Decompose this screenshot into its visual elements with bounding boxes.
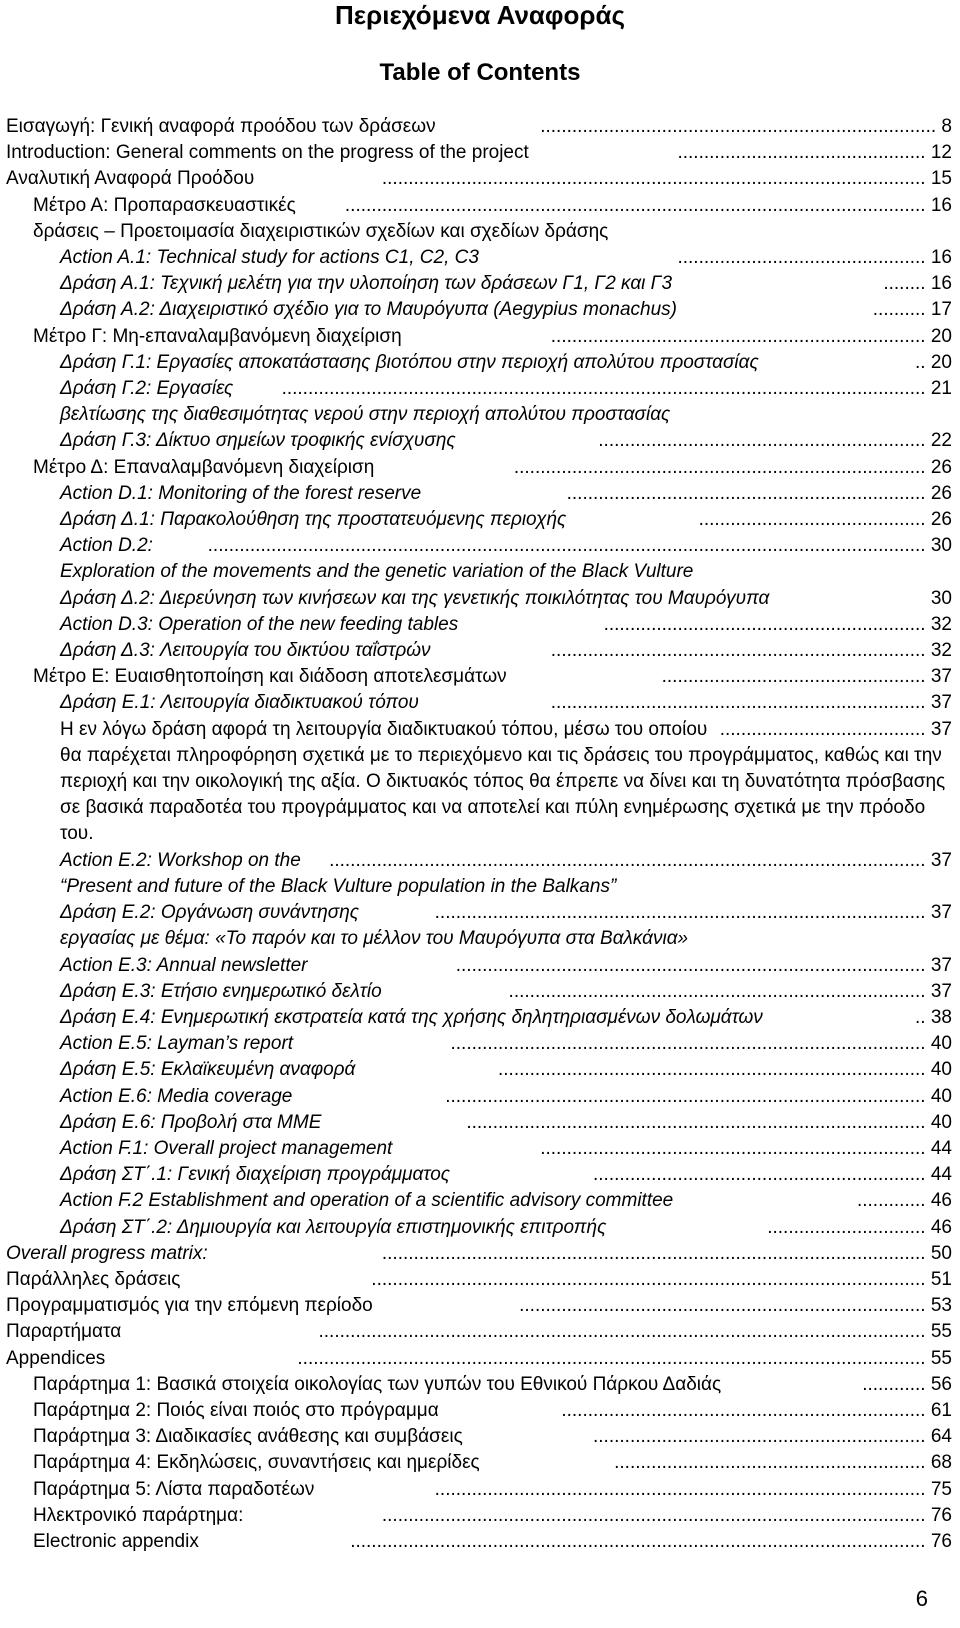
table-of-contents: [0, 114, 960, 1555]
toc-entry-tail: [293, 1346, 952, 1372]
toc-entry-page: 37: [930, 666, 952, 688]
toc-entry-title: Προγραμματισμός για την επόμενη περίοδο: [6, 1295, 373, 1317]
toc-entry-page: 44: [930, 1164, 952, 1186]
page-number: 6: [915, 1586, 928, 1611]
toc-entry[interactable]: [0, 1188, 960, 1214]
toc-entry-title: Μέτρο Α: Προπαρασκευαστικές δράσεις – Προετοιμασία διαχειριστικών σχεδίων και σχεδίων δράσης: [33, 194, 609, 242]
toc-entry-title: Δράση Δ.1: Παρακολούθηση της προστατευόμενης περιοχής: [60, 509, 567, 531]
toc-entry-leader-dots: ..............................................................: [598, 430, 926, 452]
toc-entry-leader-dots: ...............................................: [677, 142, 926, 164]
toc-entry-title: Action D.3: Operation of the new feeding tables: [60, 613, 459, 635]
toc-entry[interactable]: [0, 690, 960, 716]
toc-entry[interactable]: [0, 900, 960, 952]
toc-entry-title: Δράση Ε.2: Οργάνωση συνάντησης εργασίας με θέμα: «Το παρόν και το μέλλον του Μαυρόγυπα στα Βαλκάνια»: [60, 902, 689, 950]
toc-entry-tail: [446, 1031, 952, 1057]
toc-entry-leader-dots: ...........................................: [698, 509, 926, 531]
toc-entry-page: 61: [930, 1399, 952, 1421]
toc-entry-title: Αναλυτική Αναφορά Προόδου: [6, 168, 255, 190]
toc-entry-leader-dots: .............................................................................................................: [350, 1530, 926, 1552]
toc-entry[interactable]: [0, 297, 960, 323]
toc-entry-tail: [869, 297, 952, 323]
toc-entry[interactable]: [0, 1136, 960, 1162]
toc-entry-leader-dots: .................................................................................................................: [329, 849, 926, 871]
toc-entry-page: 30: [930, 587, 952, 609]
toc-entry-leader-dots: .............................................................................................: [434, 1478, 926, 1500]
toc-entry-title: Δράση Δ.2: Διερεύνηση των κινήσεων και της γενετικής ποικιλότητας του Μαυρόγυπα: [60, 587, 770, 609]
toc-entry-tail: [547, 638, 952, 664]
toc-entry-tail: [858, 1372, 952, 1398]
toc-entry-title: Παράρτημα 4: Εκδηλώσεις, συναντήσεις και ημερίδες: [33, 1452, 480, 1474]
toc-entry-tail: [462, 1110, 952, 1136]
toc-entry-leader-dots: .......................................................................................: [466, 1111, 926, 1133]
toc-entry-page: 8: [941, 116, 952, 137]
toc-entry[interactable]: [0, 848, 960, 900]
toc-entry-page: 32: [930, 613, 952, 635]
toc-entry-page: 26: [930, 509, 952, 531]
toc-entry[interactable]: [0, 1503, 960, 1529]
toc-title-english: Table of Contents: [379, 59, 581, 86]
toc-entry-leader-dots: ...........................................................................................: [445, 1085, 926, 1107]
toc-entry-tail: [589, 1162, 952, 1188]
toc-entry-page: 40: [930, 1033, 952, 1055]
toc-entry-tail: [431, 900, 952, 926]
toc-entry-page: 22: [930, 430, 952, 452]
toc-entry-page: 51: [930, 1268, 952, 1290]
toc-entry-page: 53: [930, 1295, 952, 1317]
toc-entry-page: 16: [930, 247, 952, 269]
toc-entry[interactable]: [0, 1424, 960, 1450]
toc-entry-leader-dots: .............................................................................................: [434, 902, 926, 924]
toc-entry-page: 16: [930, 273, 952, 295]
toc-entry[interactable]: [0, 455, 960, 481]
toc-entry-page: 37: [930, 954, 952, 976]
toc-entry-title: Action E.3: Annual newsletter: [60, 954, 308, 976]
toc-entry-tail: [494, 1057, 952, 1083]
toc-entry-leader-dots: ..........: [872, 299, 926, 321]
toc-entry-title: Παράλληλες δράσεις: [6, 1268, 181, 1290]
toc-entry-leader-dots: ..: [915, 351, 926, 373]
toc-entry-tail: [673, 245, 952, 271]
toc-entry[interactable]: [0, 481, 960, 507]
toc-entry-tail: [600, 612, 952, 638]
toc-entry-leader-dots: .......................................................................: [550, 325, 926, 347]
toc-entry-page: 16: [930, 194, 952, 216]
toc-entry-leader-dots: .........................................................................................: [455, 954, 926, 976]
toc-entry[interactable]: [0, 245, 960, 271]
toc-entry-page: 15: [930, 168, 952, 190]
toc-entry-page: 75: [930, 1478, 952, 1500]
toc-entry-leader-dots: ..........................................................................................: [450, 1033, 926, 1055]
toc-entry-leader-dots: .......................................................................................................: [381, 168, 926, 190]
toc-entry[interactable]: [0, 376, 960, 428]
toc-entry-tail: [315, 1319, 953, 1345]
toc-entry-page: 38: [930, 1006, 952, 1028]
toc-entry[interactable]: [0, 1031, 960, 1057]
toc-entry-tail: [278, 376, 952, 402]
toc-entry[interactable]: [0, 1267, 960, 1293]
toc-entry-leader-dots: .......................................................................................................: [381, 1242, 926, 1264]
toc-entry-tail: [341, 193, 952, 219]
toc-entry-tail: [441, 1084, 952, 1110]
toc-entry-title: Παράρτημα 1: Βασικά στοιχεία οικολογίας των γυπών του Εθνικού Πάρκου Δαδιάς: [33, 1373, 722, 1395]
toc-entry-title: Μέτρο Γ: Μη-επαναλαμβανόμενη διαχείριση: [33, 325, 402, 347]
toc-entry-title: Δράση Γ.2: Εργασίες βελτίωσης της διαθεσιμότητας νερού στην περιοχή απολύτου προστασίας: [60, 378, 671, 426]
toc-entry-page: 55: [930, 1347, 952, 1369]
toc-entry-page: 26: [930, 456, 952, 478]
toc-entry-title: Ηλεκτρονικό παράρτημα:: [33, 1504, 244, 1526]
toc-entry-title: Δράση Ε.3: Ετήσιο ενημερωτικό δελτίο: [60, 980, 382, 1002]
toc-entry-leader-dots: ..............................: [767, 1216, 926, 1238]
toc-entry[interactable]: [0, 1529, 960, 1555]
toc-entry-tail: [346, 1529, 952, 1555]
toc-entry-tail: [378, 166, 952, 192]
toc-entry-tail: [658, 664, 952, 690]
toc-entry-title: Overall progress matrix:: [6, 1242, 208, 1264]
toc-entry-page: 40: [930, 1059, 952, 1081]
toc-entry[interactable]: [0, 428, 960, 454]
toc-entry-tail: [536, 1136, 952, 1162]
toc-entry[interactable]: [0, 1477, 960, 1503]
toc-entry-leader-dots: .....................................................................: [561, 1399, 926, 1421]
toc-entry-leader-dots: .......................................: [719, 718, 926, 740]
toc-entry-page: 37: [930, 902, 952, 924]
toc-entry-leader-dots: .......................................................................................................................: [297, 1347, 926, 1369]
toc-entry[interactable]: [0, 1398, 960, 1424]
toc-entry-leader-dots: .............................................................: [603, 613, 926, 635]
toc-entry[interactable]: [0, 1084, 960, 1110]
toc-entry-tail: [515, 1293, 952, 1319]
toc-entry-tail: [716, 717, 952, 743]
toc-entry-leader-dots: ............: [862, 1373, 926, 1395]
toc-entry-tail: [927, 586, 952, 612]
toc-entry-title: Action E.6: Media coverage: [60, 1085, 293, 1107]
toc-entry-page: 37: [930, 980, 952, 1002]
toc-entry[interactable]: [0, 1450, 960, 1476]
toc-entry-leader-dots: ........: [883, 273, 926, 295]
toc-entry-tail: [911, 1005, 952, 1031]
toc-entry[interactable]: [0, 140, 960, 166]
toc-entry-leader-dots: ..........................................................................................................................: [281, 378, 926, 400]
toc-entry-title: Δράση Α.1: Τεχνική μελέτη για την υλοποίηση των δράσεων Γ1, Γ2 και Γ3: [60, 273, 673, 295]
toc-entry-title: Παραρτήματα: [6, 1321, 122, 1343]
toc-entry-title: Δράση Ε.1: Λειτουργία διαδικτυακού τόπου: [60, 692, 419, 714]
toc-entry-leader-dots: .......................................................................: [550, 640, 926, 662]
toc-entry-tail: [505, 979, 952, 1005]
toc-entry[interactable]: [0, 324, 960, 350]
toc-entry[interactable]: [0, 1057, 960, 1083]
toc-entry-page: 37: [930, 718, 952, 740]
toc-entry[interactable]: [0, 638, 960, 664]
toc-entry[interactable]: [0, 271, 960, 297]
toc-entry-title: Δράση Δ.3: Λειτουργία του δικτύου ταΐστρών: [60, 640, 431, 662]
toc-entry-tail: [378, 1241, 952, 1267]
toc-entry-page: 68: [930, 1452, 952, 1474]
toc-entry[interactable]: [0, 166, 960, 192]
toc-entry-tail: [879, 271, 952, 297]
toc-entry-tail: [510, 455, 952, 481]
toc-entry-page: 76: [930, 1504, 952, 1526]
toc-entry[interactable]: [0, 612, 960, 638]
toc-title-greek: Περιεχόμενα Αναφοράς: [335, 0, 625, 30]
toc-entry-page: 30: [930, 535, 952, 557]
toc-entry[interactable]: [0, 717, 960, 848]
toc-entry[interactable]: [0, 1241, 960, 1267]
toc-entry-title: Μέτρο Ε: Ευαισθητοποίηση και διάδοση αποτελεσμάτων: [33, 666, 507, 688]
toc-entry-tail: [563, 481, 952, 507]
toc-entry-tail: [911, 350, 952, 376]
toc-entry-title: Παράρτημα 2: Ποιός είναι ποιός στο πρόγραμμα: [33, 1399, 439, 1421]
toc-entry-leader-dots: ..............................................................................................................: [344, 194, 926, 216]
toc-entry-tail: [853, 1188, 952, 1214]
toc-entry[interactable]: [0, 586, 960, 612]
toc-entry-leader-dots: ..................................................: [661, 666, 926, 688]
toc-entry[interactable]: [0, 350, 960, 376]
toc-entry-tail: [367, 1267, 952, 1293]
toc-entry-tail: [547, 690, 952, 716]
toc-entry-page: 26: [930, 482, 952, 504]
toc-entry-leader-dots: ....................................................................: [566, 482, 926, 504]
toc-entry-leader-dots: .........................................................................: [540, 1137, 926, 1159]
toc-entry-tail: [204, 533, 952, 559]
toc-entry-title: Δράση ΣΤ΄.2: Δημιουργία και λειτουργία επιστημονικής επιτροπής: [60, 1216, 607, 1238]
toc-entry-page: 37: [930, 849, 952, 871]
toc-entry-title: Παράρτημα 5: Λίστα παραδοτέων: [33, 1478, 315, 1500]
toc-entry-page: 40: [930, 1111, 952, 1133]
toc-entry-leader-dots: ...............................................................................: [508, 980, 926, 1002]
toc-entry-tail: [325, 848, 952, 874]
toc-entry[interactable]: [0, 1005, 960, 1031]
toc-entry[interactable]: [0, 1293, 960, 1319]
toc-entry-leader-dots: ...............................................: [677, 247, 926, 269]
toc-entry-title: Electronic appendix: [33, 1530, 199, 1552]
toc-entry-leader-dots: .............: [856, 1190, 926, 1212]
toc-entry-page: 20: [930, 351, 952, 373]
toc-entry-page: 76: [930, 1530, 952, 1552]
toc-entry[interactable]: [0, 114, 960, 140]
toc-entry-title: Η εν λόγω δράση αφορά τη λειτουργία διαδικτυακού τόπου, μέσω του οποίου θα παρέχεται πληροφόρηση σχετικά με το περιεχόμενο και τις δράσεις του προγράμματος, καθώς και την περιοχή και την οικολογική της αξία. Ο δικτυακός τόπος θα έπρεπε να δίνει και τη δυνατότητα πρόσβασης σε βασικά παραδοτέα του προγράμματος και να αποτελεί και πύλη ενημέρωσης σχετικά με την πρόοδο του.: [60, 718, 951, 845]
toc-entry-title: Action D.1: Monitoring of the forest reserve: [60, 482, 422, 504]
toc-entry-tail: [673, 140, 952, 166]
toc-entry-leader-dots: ..: [915, 1006, 926, 1028]
toc-entry-page: 50: [930, 1242, 952, 1264]
toc-entry-page: 44: [930, 1137, 952, 1159]
toc-entry-page: 40: [930, 1085, 952, 1107]
toc-entry[interactable]: [0, 1372, 960, 1398]
toc-entry-leader-dots: ..............................................................................: [513, 456, 926, 478]
toc-entry-tail: [589, 1424, 952, 1450]
toc-entry-title: Action A.1: Technical study for actions C1, C2, C3: [60, 247, 479, 269]
toc-entry[interactable]: [0, 1162, 960, 1188]
toc-entry-title: Δράση Ε.5: Εκλαϊκευμένη αναφορά: [60, 1059, 356, 1081]
toc-entry[interactable]: [0, 193, 960, 245]
toc-entry[interactable]: [0, 1110, 960, 1136]
toc-entry[interactable]: [0, 979, 960, 1005]
toc-entry[interactable]: [0, 664, 960, 690]
toc-entry[interactable]: [0, 507, 960, 533]
toc-entry-leader-dots: ........................................................................................................................................: [207, 535, 926, 557]
toc-entry-title: Παράρτημα 3: Διαδικασίες ανάθεσης και συμβάσεις: [33, 1426, 463, 1448]
toc-entry-title: Action F.2 Establishment and operation of a scientific advisory committee: [60, 1190, 674, 1212]
toc-entry-title: Δράση Α.2: Διαχειριστικό σχέδιο για το Μαυρόγυπα (Aegypius monachus): [60, 299, 677, 321]
toc-entry-page: 64: [930, 1426, 952, 1448]
toc-entry-title: Μέτρο Δ: Επαναλαμβανόμενη διαχείριση: [33, 456, 375, 478]
toc-entry-title: Δράση Γ.3: Δίκτυο σημείων τροφικής ενίσχυσης: [60, 430, 456, 452]
toc-entry-tail: [695, 507, 952, 533]
toc-entry-leader-dots: ...................................................................................................................: [318, 1321, 926, 1343]
toc-entry-leader-dots: ...............................................................: [593, 1426, 926, 1448]
toc-entry-page: 21: [930, 378, 952, 400]
toc-entry-leader-dots: .................................................................................: [497, 1059, 926, 1081]
toc-entry-title: Action D.2: Exploration of the movements and the genetic variation of the Black Vulture: [60, 535, 694, 583]
toc-entry[interactable]: [0, 953, 960, 979]
toc-entry-leader-dots: ...........................................................................: [540, 116, 937, 137]
toc-entry-title: Δράση ΣΤ΄.1: Γενική διαχείριση προγράμματος: [60, 1164, 451, 1186]
toc-entry-page: 56: [930, 1373, 952, 1395]
toc-entry-title: Action E.2: Workshop on the “Present and future of the Black Vulture population in the Balkans”: [60, 849, 617, 897]
toc-entry-tail: [378, 1503, 952, 1529]
toc-entry-page: 32: [930, 640, 952, 662]
toc-entry-leader-dots: .............................................................................: [519, 1295, 926, 1317]
toc-entry-leader-dots: .........................................................................................................: [371, 1268, 926, 1290]
toc-entry-page: 46: [930, 1190, 952, 1212]
toc-entry-tail: [594, 428, 952, 454]
toc-entry-title: Appendices: [6, 1347, 106, 1369]
toc-entry-tail: [452, 953, 952, 979]
toc-entry-title: Εισαγωγή: Γενική αναφορά προόδου των δράσεων: [6, 116, 436, 137]
toc-entry-leader-dots: .......................................................................: [550, 692, 926, 714]
toc-entry[interactable]: [0, 533, 960, 585]
toc-entry-page: 46: [930, 1216, 952, 1238]
toc-entry-page: 17: [930, 299, 952, 321]
toc-entry-tail: [763, 1215, 952, 1241]
toc-entry-leader-dots: .......................................................................................................: [381, 1504, 926, 1526]
toc-entry[interactable]: [0, 1346, 960, 1372]
toc-entry[interactable]: [0, 1319, 960, 1345]
toc-entry-tail: [547, 324, 952, 350]
toc-entry-leader-dots: ...........................................................: [614, 1452, 926, 1474]
toc-entry-page: 12: [930, 142, 952, 164]
toc-entry-title: Introduction: General comments on the progress of the project: [6, 142, 529, 164]
toc-entry-title: Action E.5: Layman’s report: [60, 1033, 294, 1055]
toc-entry-tail: [557, 1398, 952, 1424]
toc-entry-page: 55: [930, 1321, 952, 1343]
toc-entry-tail: [536, 114, 952, 140]
toc-entry-tail: [610, 1450, 952, 1476]
toc-entry-tail: [431, 1477, 952, 1503]
toc-entry-title: Δράση Ε.6: Προβολή στα ΜΜΕ: [60, 1111, 322, 1133]
toc-entry[interactable]: [0, 1215, 960, 1241]
toc-entry-leader-dots: ...............................................................: [593, 1164, 926, 1186]
toc-entry-title: Δράση Γ.1: Εργασίες αποκατάστασης βιοτόπου στην περιοχή απολύτου προστασίας: [60, 351, 759, 373]
toc-entry-title: Action F.1: Overall project management: [60, 1137, 393, 1159]
toc-entry-title: Δράση Ε.4: Ενημερωτική εκστρατεία κατά της χρήσης δηλητηριασμένων δολωμάτων: [60, 1006, 763, 1028]
toc-entry-page: 37: [930, 692, 952, 714]
toc-entry-page: 20: [930, 325, 952, 347]
